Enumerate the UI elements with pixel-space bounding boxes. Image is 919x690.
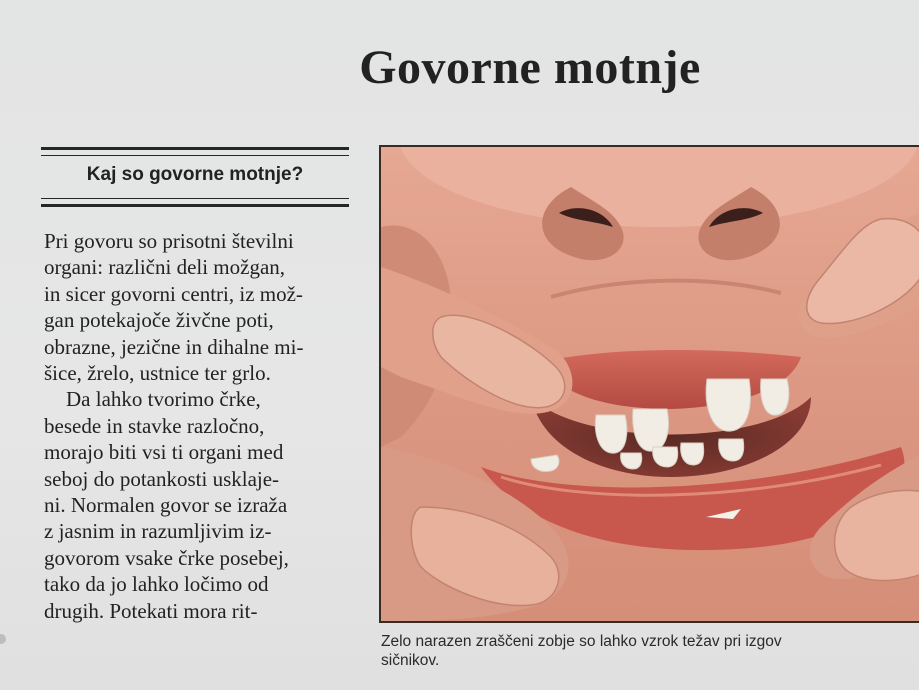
body-line: organi: različni deli možgan, bbox=[44, 255, 286, 280]
heading-rule-top bbox=[41, 147, 349, 156]
body-line: z jasnim in razumljivim iz- bbox=[44, 519, 272, 544]
heading-rule-bottom bbox=[41, 198, 349, 207]
body-line: šice, žrelo, ustnice ter grlo. bbox=[44, 361, 271, 386]
caption-line: sičnikov. bbox=[381, 652, 440, 669]
body-line: govorom vsake črke posebej, bbox=[44, 545, 289, 570]
body-line: morajo biti vsi ti organi med bbox=[44, 440, 284, 465]
body-line: Pri govoru so prisotni številni bbox=[44, 229, 294, 253]
caption-line: Zelo narazen zraščeni zobje so lahko vzrok težav pri izgov bbox=[381, 633, 782, 650]
body-line: tako da jo lahko ločimo od bbox=[44, 572, 269, 597]
page-edge-mark bbox=[0, 634, 6, 644]
mouth-photo bbox=[379, 145, 919, 623]
body-line: Da lahko tvorimo črke, bbox=[66, 387, 261, 412]
mouth-photo-illustration bbox=[381, 147, 919, 621]
body-line: in sicer govorni centri, iz mož- bbox=[44, 281, 303, 306]
page-title: Govorne motnje bbox=[359, 41, 701, 94]
body-line: besede in stavke razločno, bbox=[44, 413, 265, 438]
section-heading: Kaj so govorne motnje? bbox=[86, 164, 304, 185]
body-line: gan potekajoče živčne poti, bbox=[44, 308, 274, 333]
body-text bbox=[44, 228, 356, 624]
body-line: ni. Normalen govor se izraža bbox=[44, 493, 288, 518]
figure-caption bbox=[381, 632, 919, 670]
body-line: seboj do potankosti usklaje- bbox=[44, 466, 280, 491]
body-line: obrazne, jezične in dihalne mi- bbox=[44, 334, 304, 359]
body-line: drugih. Potekati mora rit- bbox=[44, 598, 258, 623]
